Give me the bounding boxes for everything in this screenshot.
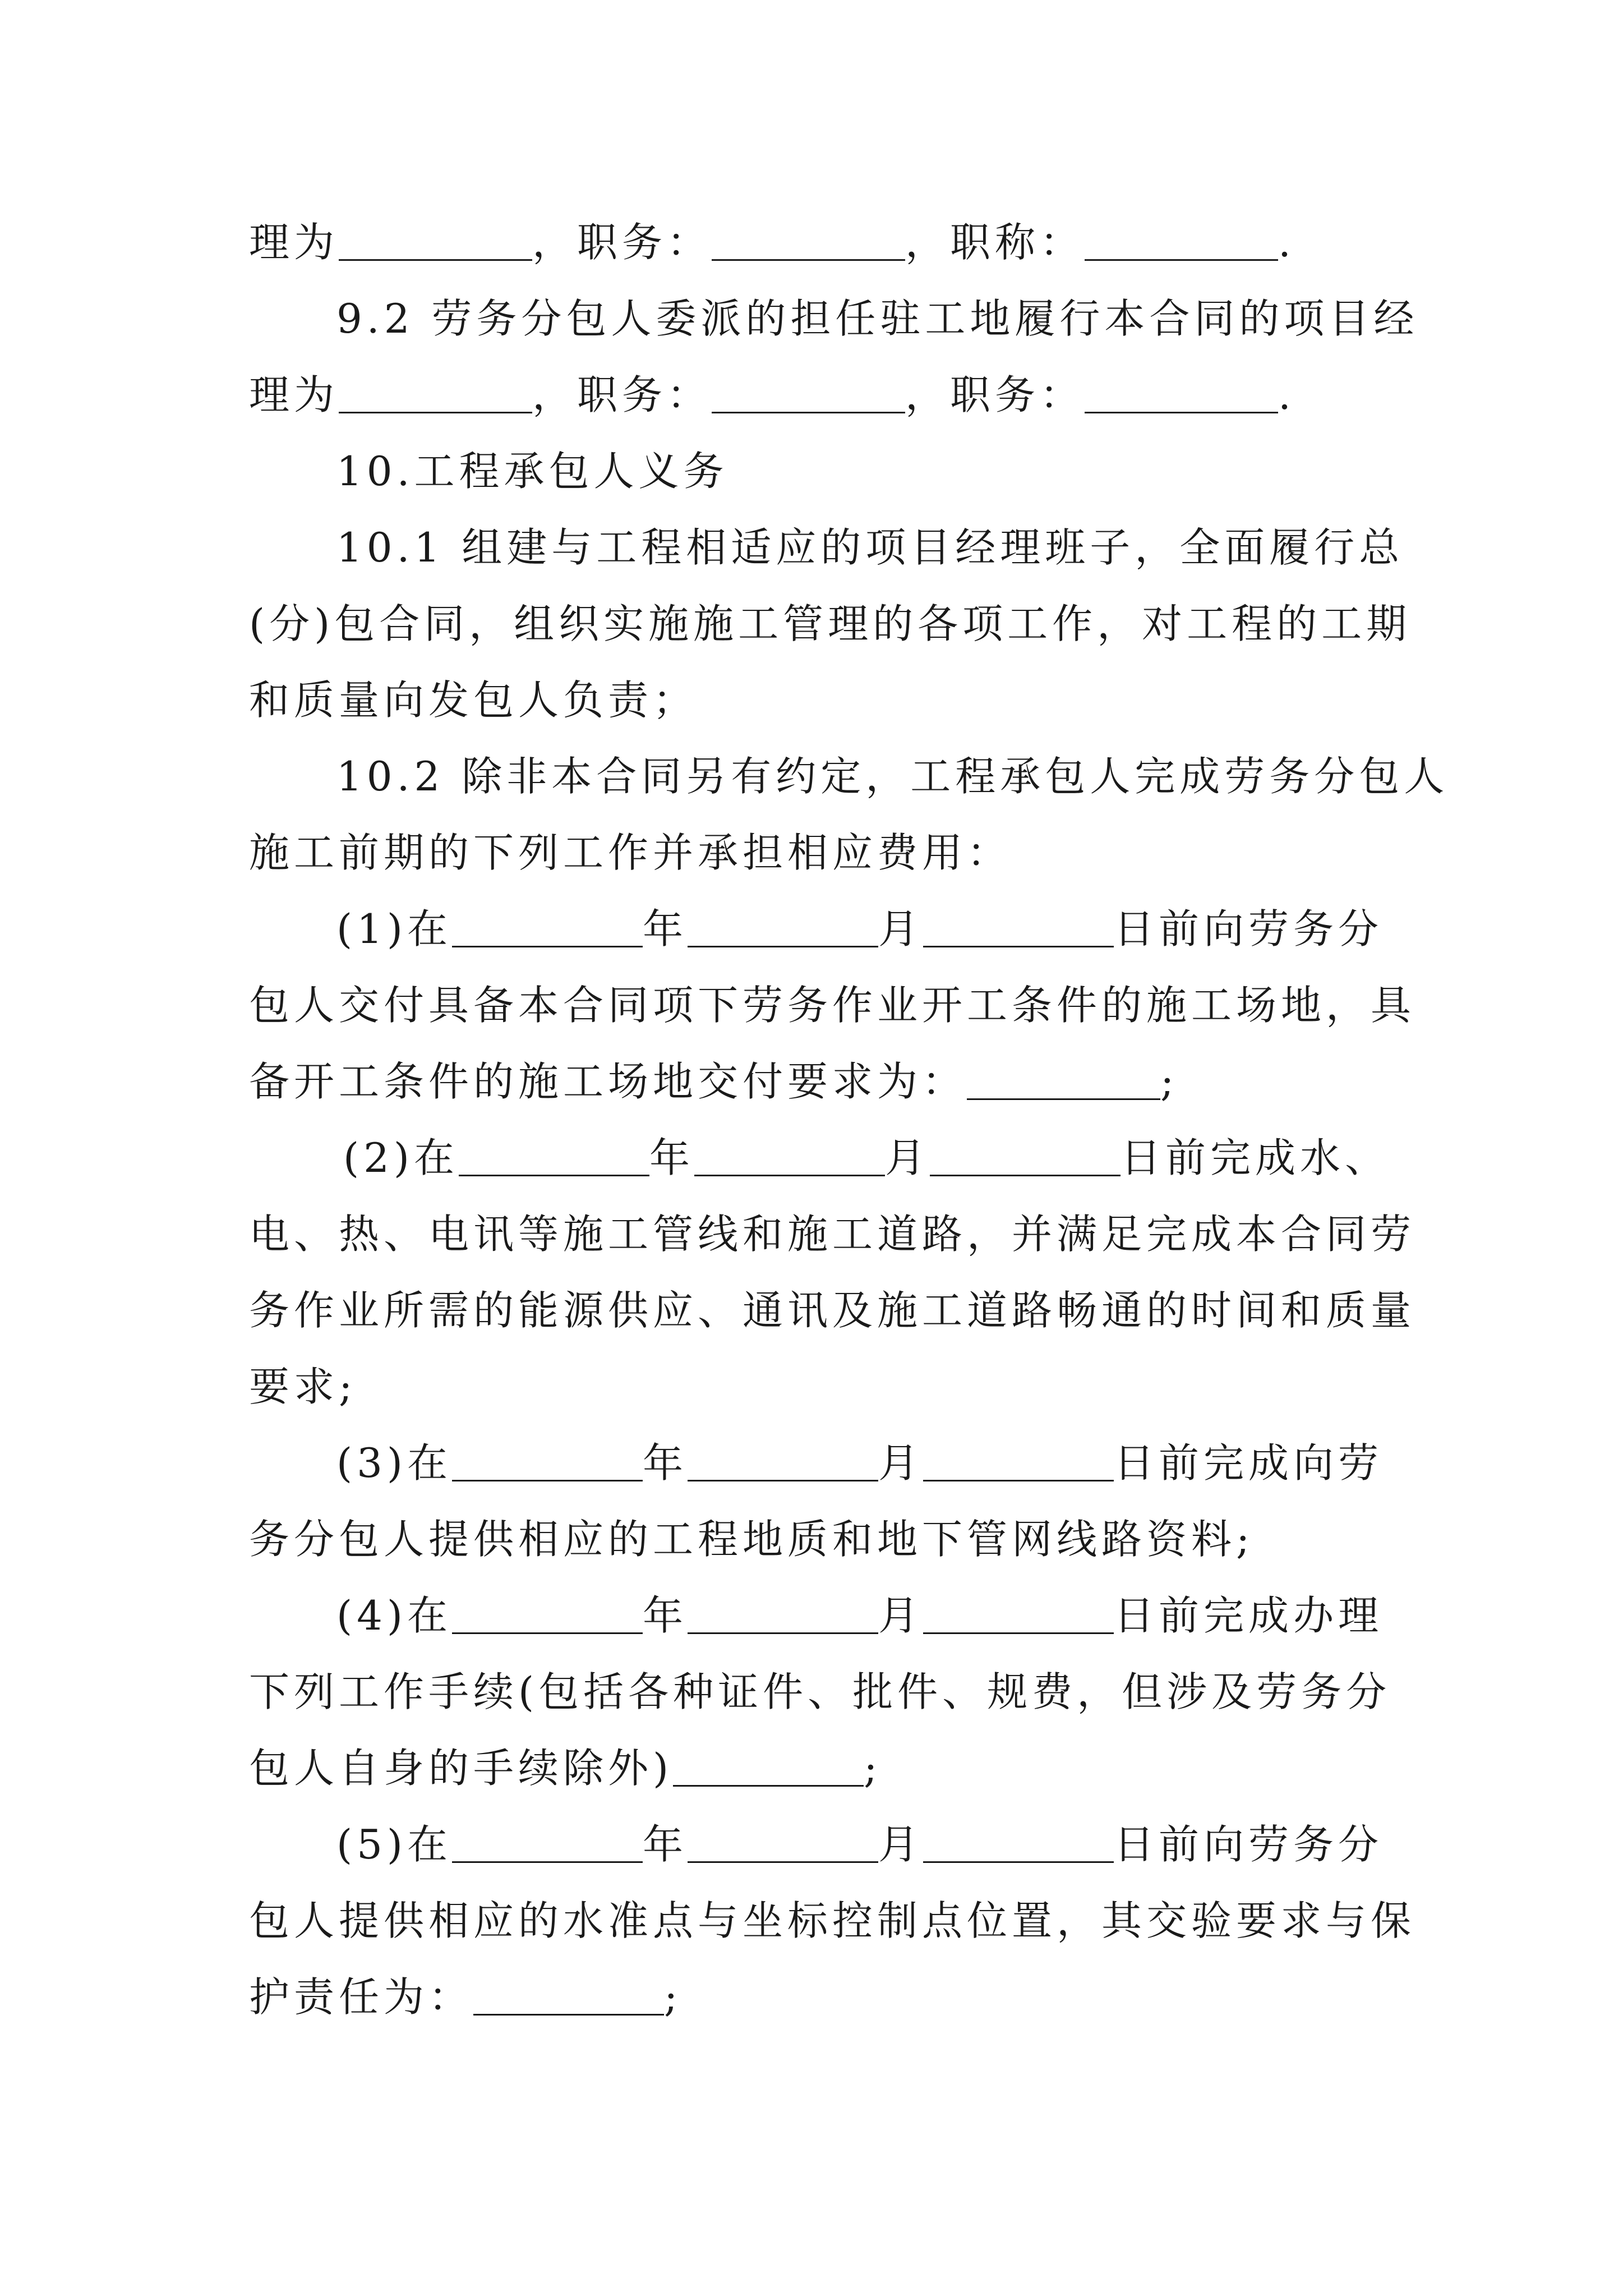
text: 理为 [249,219,339,266]
text: 日前完成向劳 [1114,1439,1384,1487]
blank-field [1085,368,1278,413]
text: (4)在 [336,1592,452,1639]
text: 年 [643,1439,688,1487]
para-line: 施工前期的下列工作并承担相应费用： [249,829,1012,876]
para-line [249,1730,1376,1806]
text: 日前向劳务分 [1114,905,1384,953]
text: ，职称： [905,219,1085,266]
text: (1)在 [336,905,452,953]
para-line: 务分包人提供相应的工程地质和地下管网线路资料; [249,1516,1255,1563]
text: 包人自身的手续除外) [249,1745,674,1792]
blank-field [923,1818,1114,1863]
text: 日前完成办理 [1114,1592,1384,1639]
text: . [1278,219,1295,266]
para-line: 包人提供相应的水准点与坐标控制点位置，其交验要求与保 [249,1897,1416,1944]
text: 理为 [249,371,339,418]
blank-field [712,215,905,261]
text: 年 [643,1592,688,1639]
text: ，职务： [532,219,712,266]
text: ，职务： [905,371,1085,418]
blank-field [452,902,643,947]
blank-field [473,1970,664,2016]
text: 月 [878,1821,924,1868]
section-10-heading: 10.工程承包人义务 [336,448,728,495]
para-line: 电、热、电讯等施工管线和施工道路，并满足完成本合同劳 [249,1211,1416,1258]
text: 月 [878,1439,924,1487]
text: ; [864,1745,882,1792]
text: 月 [885,1134,930,1181]
text: ，职务： [532,371,712,418]
blank-field [923,1436,1114,1481]
blank-field [688,1436,878,1481]
blank-field [339,368,532,413]
para-line [249,204,1376,280]
blank-field [694,1131,885,1176]
blank-field [688,902,878,947]
item-5-line [336,1806,1384,1883]
para-line: 包人交付具备本合同项下劳务作业开工条件的施工场地，具 [249,982,1416,1029]
clause-10-1-line: 10.1 组建与工程相适应的项目经理班子，全面履行总 [336,524,1404,571]
blank-field [459,1131,649,1176]
para-line [249,357,1376,433]
para-line: 务作业所需的能源供应、通讯及施工道路畅通的时间和质量 [249,1287,1416,1334]
para-line [249,1959,1376,2035]
para-line: (分)包合同，组织实施施工管理的各项工作，对工程的工期 [249,600,1412,647]
text: 日前向劳务分 [1114,1821,1384,1868]
blank-field [452,1589,643,1634]
blank-field [339,215,532,261]
text: 月 [878,1592,924,1639]
blank-field [688,1589,878,1634]
blank-field [930,1131,1121,1176]
blank-field [452,1818,643,1863]
blank-field [923,1589,1114,1634]
item-2-line [343,1120,1390,1196]
blank-field [923,902,1114,947]
para-line: 下列工作手续(包括各种证件、批件、规费，但涉及劳务分 [249,1668,1391,1715]
item-4-line [336,1577,1384,1654]
blank-field [452,1436,643,1481]
clause-9-2-line: 9.2 劳务分包人委派的担任驻工地履行本合同的项目经 [336,295,1419,342]
text: . [1278,371,1295,418]
para-line: 和质量向发包人负责； [249,677,698,724]
text: 备开工条件的施工场地交付要求为： [249,1058,967,1105]
text: 月 [878,905,924,953]
para-line: 要求; [249,1363,357,1410]
text: 日前完成水、 [1121,1134,1390,1181]
text: (3)在 [336,1439,452,1487]
blank-field [712,368,905,413]
clause-10-2-line: 10.2 除非本合同另有约定，工程承包人完成劳务分包人 [336,753,1449,800]
text: ; [1160,1058,1179,1105]
text: 年 [643,1821,688,1868]
item-1-line [336,891,1384,967]
item-3-line [336,1425,1384,1501]
text: ; [664,1973,683,2021]
blank-field [688,1818,878,1863]
blank-field [1085,215,1278,261]
text: 护责任为： [249,1973,474,2021]
text: 年 [649,1134,695,1181]
text: (5)在 [336,1821,452,1868]
blank-field [673,1741,864,1787]
text: (2)在 [343,1134,459,1181]
para-line [249,1043,1376,1120]
text: 年 [643,905,688,953]
blank-field [967,1055,1160,1100]
